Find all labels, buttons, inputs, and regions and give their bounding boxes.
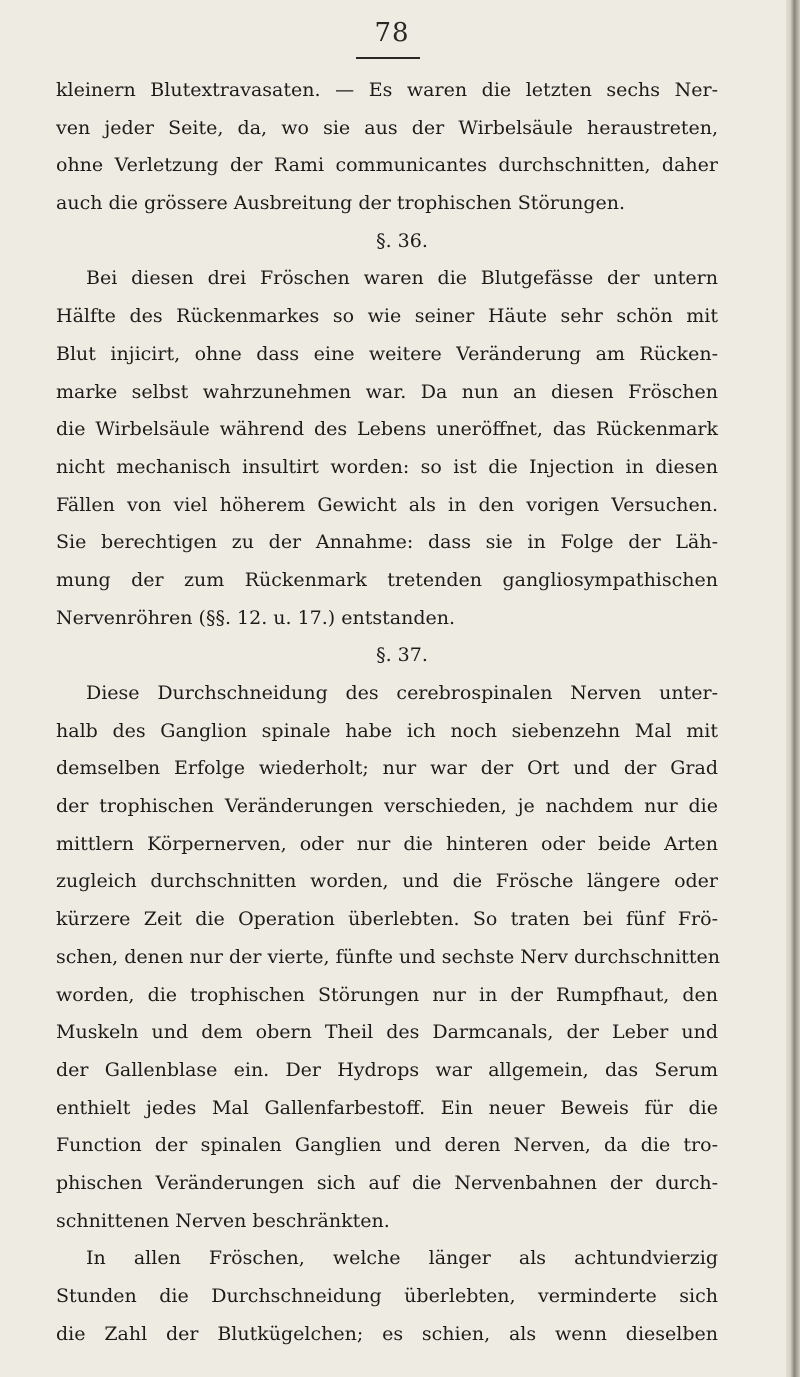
text-line: Blut injicirt, ohne dass eine weitere Veränderung am Rücken- — [56, 342, 718, 365]
text-line: Fällen von viel höherem Gewicht als in den vorigen Versuchen. — [56, 493, 718, 516]
text-line: zugleich durchschnitten worden, und die Frösche längere oder — [56, 870, 718, 893]
text-line: Sie berechtigen zu der Annahme: dass sie in Folge der Läh- — [56, 531, 718, 554]
page-number-rule — [356, 57, 420, 59]
book-binding-edge — [786, 0, 800, 1377]
text-line: Muskeln und dem obern Theil des Darmcanals, der Leber und — [56, 1021, 718, 1044]
text-line: schen, denen nur der vierte, fünfte und sechste Nerv durchschnitten — [56, 945, 721, 968]
text-line: nicht mechanisch insultirt worden: so ist die Injection in diesen — [56, 455, 718, 478]
text-line: die Wirbelsäule während des Lebens uneröffnet, das Rückenmark — [56, 418, 718, 441]
text-line: schnittenen Nerven beschränkten. — [56, 1209, 390, 1232]
text-line: mittlern Körpernerven, oder nur die hinteren oder beide Arten — [56, 832, 718, 855]
text-line: Diese Durchschneidung des cerebrospinalen Nerven unter- — [86, 682, 718, 704]
text-line: In allen Fröschen, welche länger als achtundvierzig — [86, 1247, 718, 1270]
text-line: demselben Erfolge wiederholt; nur war der Ort und der Grad — [56, 757, 718, 780]
text-line: Function der spinalen Ganglien und deren Nerven, da die tro- — [56, 1134, 718, 1157]
text-line: kleinern Blutextravasaten. — Es waren die letzten sechs Ner- — [56, 79, 718, 101]
page-number: 78 — [374, 18, 410, 48]
text-line: der Gallenblase ein. Der Hydrops war allgemein, das Serum — [56, 1058, 718, 1081]
text-line: Bei diesen drei Fröschen waren die Blutgefässe der untern — [86, 267, 718, 290]
section-heading-36: §. 36. — [376, 229, 428, 252]
text-line: Hälfte des Rückenmarkes so wie seiner Häute sehr schön mit — [56, 305, 718, 328]
text-line: kürzere Zeit die Operation überlebten. So traten bei fünf Frö- — [56, 908, 718, 931]
text-line: der trophischen Veränderungen verschieden, je nachdem nur die — [56, 795, 718, 818]
text-line: halb des Ganglion spinale habe ich noch siebenzehn Mal mit — [56, 719, 718, 742]
text-line: phischen Veränderungen sich auf die Nervenbahnen der durch- — [56, 1171, 718, 1194]
text-line: die Zahl der Blutkügelchen; es schien, als wenn dieselben — [56, 1322, 718, 1345]
text-line: Nervenröhren (§§. 12. u. 17.) entstanden. — [56, 606, 456, 629]
text-line: ohne Verletzung der Rami communicantes durchschnitten, daher — [56, 154, 718, 177]
section-heading-37: §. 37. — [376, 644, 428, 667]
text-line: mung der zum Rückenmark tretenden gangliosympathischen — [56, 568, 718, 591]
text-line: enthielt jedes Mal Gallenfarbestoff. Ein neuer Beweis für die — [56, 1096, 718, 1119]
text-line: marke selbst wahrzunehmen war. Da nun an diesen Fröschen — [56, 380, 718, 403]
text-line: auch die grössere Ausbreitung der trophischen Störungen. — [56, 192, 626, 215]
body-text — [56, 72, 721, 1353]
text-line: ven jeder Seite, da, wo sie aus der Wirbelsäule heraustreten, — [56, 116, 718, 139]
text-line: worden, die trophischen Störungen nur in der Rumpfhaut, den — [56, 983, 718, 1006]
text-line: Stunden die Durchschneidung überlebten, verminderte sich — [56, 1285, 718, 1307]
